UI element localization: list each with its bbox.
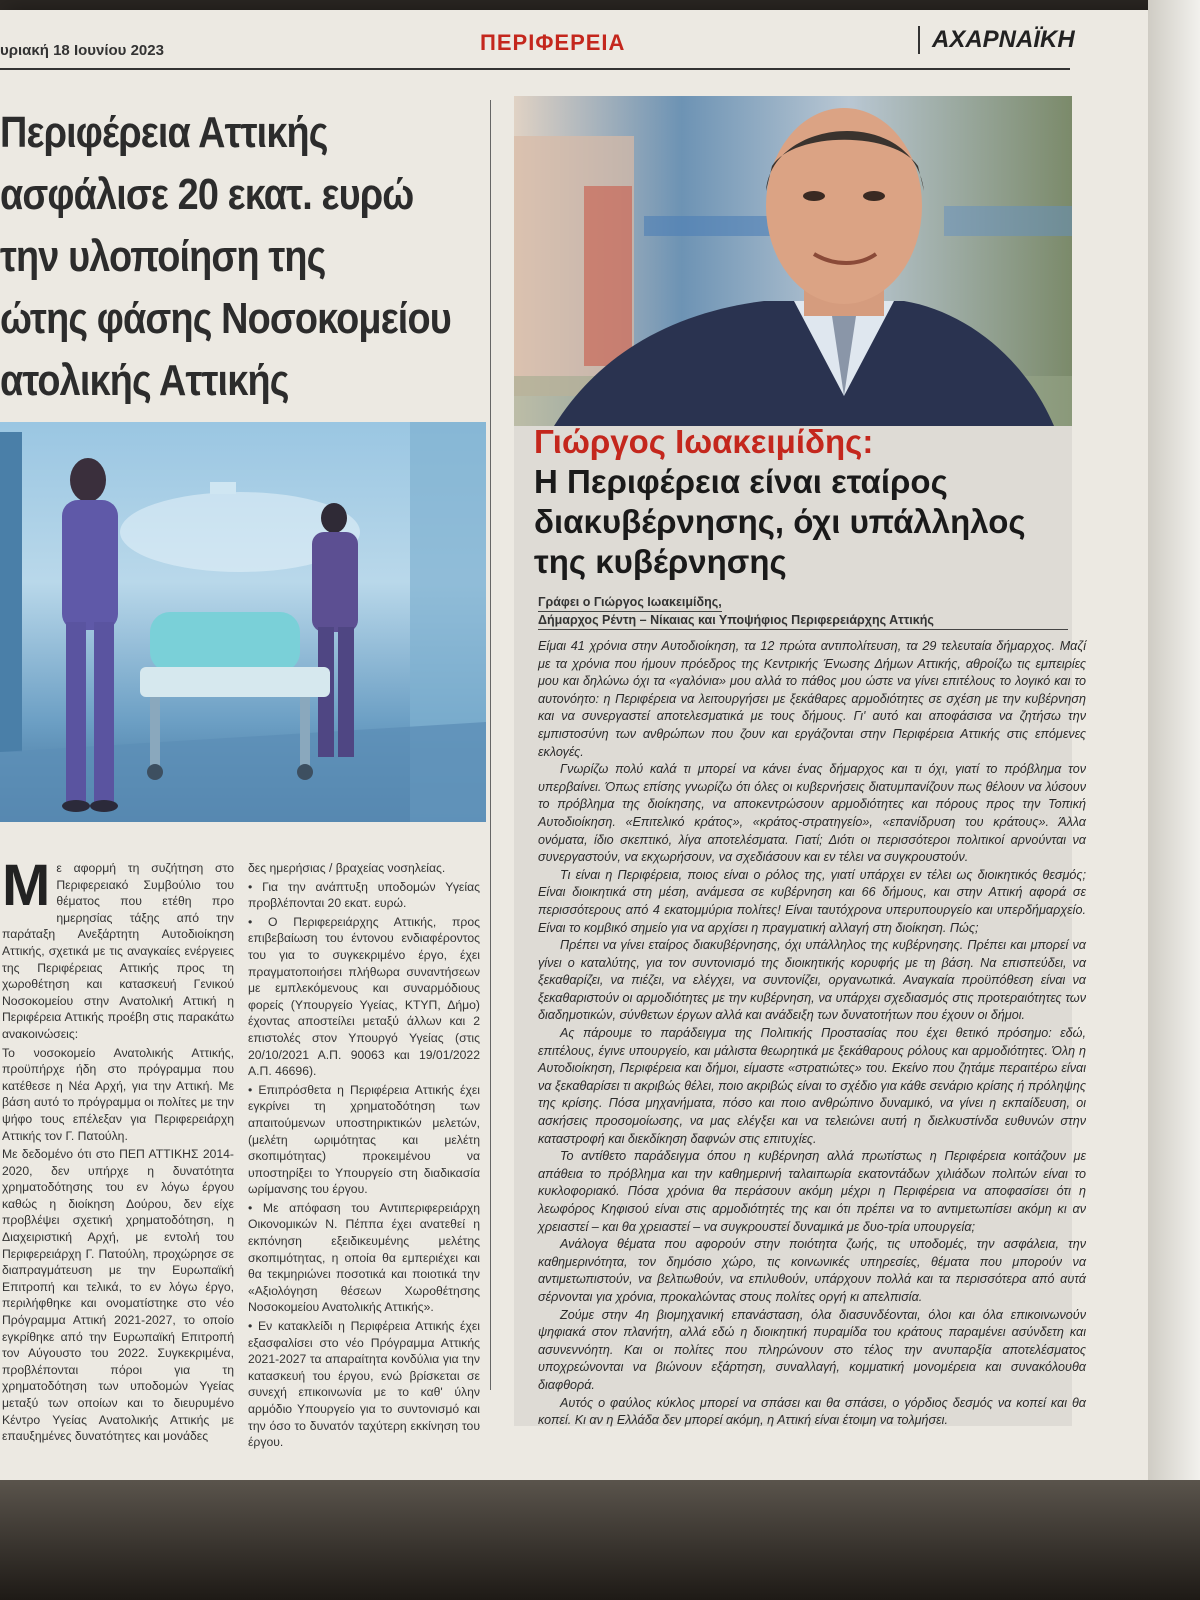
byline (538, 594, 1068, 630)
opinion-headline (534, 422, 1064, 582)
paragraph: Με δεδομένο ότι στο ΠΕΠ ΑΤΤΙΚΗΣ 2014-2020, δεν υπήρχε η δυνατότητα χρηματοδότησης του εν λόγω έργου καθώς η διοίκηση Δούρου, δεν είχε προβλέψει σχετική χρηματοδότηση, η Διαχειριστική Αρχή, με εντολή του Περιφερειάρχη Γ. Πατούλη, προχώρησε σε διαπραγμάτευση με την Ευρωπαϊκή Επιτροπή και τελικά, το εν λόγω έργο, περιλήφθηκε και ονοματίστηκε στο νέο Πρόγραμμα Αττική 2021-2027, το οποίο εγκρίθηκε από την Ευρωπαϊκή Επιτροπή τον Αύγουστο του 2022. Συγκεκριμένα, προβλέπονται πόροι για τη χρηματοδότηση των υποδομών Υγείας μεταξύ των οποίων και το διευρυμένο Κέντρο Υγείας Ανατολικής Αττικής με επαυξημένες δυνατότητες και μονάδες (2, 1147, 234, 1444)
paragraph: Είμαι 41 χρόνια στην Αυτοδιοίκηση, τα 12 πρώτα αντιπολίτευση, τα 29 τελευταία δήμαρχος. Μαζί με τα χρόνια που ήμουν πρόεδρος της Κεντρικής Ένωσης Δήμων Αττικής, αθροίζω τις εμπειρίες μου και δηλώνω όχι τα «γαλόνια» μου αλλά το πάθος μου ώστε να γίνει επιτέλους το λογικό και το αυτονόητο: η Περιφέρεια να λειτουργήσει με ξεκάθαρες αρμοδιότητες σε σχέση με την κυβέρνηση και να συνεργαστεί αποτελεσματικά με τους δήμους. Γι' αυτό και αποφάσισα να ζητήσω την εμπιστοσύνη των ανθρώπων που ζουν και εργάζονται στην Περιφέρεια Αττικής στις επόμενες εκλογές. (538, 639, 1086, 759)
paragraph: • Εν κατακλείδι η Περιφέρεια Αττικής έχει εξασφαλίσει στο νέο Πρόγραμμα Αττικής 2021-2027 τα απαραίτητα κονδύλια για την κατασκευή του έργου, ενώ βρίσκεται σε συνεχή επικοινωνία με το καθ' ύλην αρμόδιο Υπουργείο για το συντονισμό και την όσο το δυνατόν ταχύτερη εκκίνηση του έργου. (248, 1319, 480, 1450)
paragraph: Τι είναι η Περιφέρεια, ποιος είναι ο ρόλος της, γιατί υπάρχει εν τέλει ως διοικητικός θεσμός; Είναι διοικητικά στη μέση, ανάμεσα σε κυβέρνηση και 66 δήμους, και στην Αττική αφορά σε περισσότερους από 4 εκατομμύρια πολίτες! Είναι ταυτόχρονα υπερυπουργείο και υπερδήμαρχείο. Είναι το κομβικό σημείο για να αρχίσει η πραγματική αλλαγή στη διοίκηση. Πώς; (538, 867, 1086, 935)
paragraph: Με αφορμή τη συζήτηση στο Περιφερειακό Συμβούλιο του θέματος που ετέθη προ ημερησίας τάξης από την παράταξη Ανεξάρτητη Αυτοδιοίκηση Αττικής, σχετικά με τις αναγκαίες ενέργειες της Περιφέρειας Αττικής προς τη χωροθέτηση και κατασκευή Γενικού Νοσοκομείου στην Ανατολική Αττική η Περιφέρεια Αττικής προέβη στις παρακάτω ανακοινώσεις: (2, 853, 234, 1041)
paragraph: • Επιπρόσθετα η Περιφέρεια Αττικής έχει εγκρίνει τη χρηματοδότηση των απαιτούμενων υποστηρικτικών μελετών, (μελέτη ωριμότητας και μελέτη σκοπιμότητας) προκειμένου να υποστηρίξει το Υπουργείο στη διαδικασία ωρίμανσης του έργου. (248, 1082, 480, 1197)
left-headline-line: ασφάλισε 20 εκατ. ευρώ (0, 170, 414, 219)
paragraph: Ας πάρουμε το παράδειγμα της Πολιτικής Προστασίας που έχει θετικό πρόσημο: εδώ, επιτέλους, έγινε υπουργείο, και μάλιστα θεωρητικά με ξεκάθαρους ρόλους και αρμοδιότητες. Όλη η Αυτοδιοίκηση, Περιφέρεια και δήμοι, είμαστε «στρατιώτες» του. Εκείνο που ζητάμε περαιτέρω είναι να ξεκαθαρίσει τι ακριβώς θέλει, ποιο ακριβώς είναι το σχέδιο για κάθε σενάριο κρίσης ή πρόληψης της κρίσης. Πόσα μηχανήματα, πόσο και ποιο ανθρώπινο δυναμικό, να γίνει η εκπαίδευση, οι ασκήσεις προσομοίωσης, να μας ελέγξει και να τελειώνει αυτή η διελκυστίνδα ευθυνών στην καταστροφή και διεκδίκηση δαφνών στις επιτυχίες. (538, 1026, 1086, 1146)
headline-line: διακυβέρνησης, όχι υπάλληλος (534, 503, 1026, 540)
table-surface (0, 1480, 1200, 1600)
paragraph: • Με απόφαση του Αντιπεριφερειάρχη Οικονομικών Ν. Πέππα έχει ανατεθεί η εκπόνηση εξειδικευμένης μελέτης σκοπιμότητας, η οποία θα εμπεριέχει και θα τεκμηριώνει ποσοτικά και ποιοτικά την «Αξιολόγηση θέσεων Χωροθέτησης Νοσοκομείου Ανατολικής Αττικής». (248, 1200, 480, 1315)
headline-line: της κυβέρνησης (534, 543, 787, 580)
opinion-article-body (538, 638, 1086, 1430)
paragraph: Το αντίθετο παράδειγμα όπου η κυβέρνηση αλλά πρωτίστως η Περιφέρεια κοιτάζουν με απάθεια το πρόβλημα και την καθημερινή ταλαιπωρία εκατοντάδων χιλιάδων πολιτών είναι το κυκλοφοριακό. Πόσα χρόνια θα περάσουν ακόμη μέχρι η Περιφέρεια να αποφασίσει ότι η λεωφόρος Κηφισού είναι στις αρμοδιότητές της και ότι πρέπει να το αντιμετωπίσει ακόμη κι αν χρειαστεί – και θα χρειαστεί – να συγκρουστεί δυναμικά με δυο-τρία υπουργεία; (538, 1149, 1086, 1234)
issue-date: υριακή 18 Ιουνίου 2023 (0, 42, 164, 59)
paragraph: Γνωρίζω πολύ καλά τι μπορεί να κάνει ένας δήμαρχος και τι όχι, γιατί το πρόβλημα τον υπερβαίνει. Όπως επίσης γνωρίζω ότι όλες οι κυβερνήσεις διατυμπανίζουν πως θέλουν να λύσουν το πρόβλημα της διοίκησης, να αποκεντρώσουν αρμοδιότητες και πόρους προς την Τοπική Αυτοδιοίκηση. «Επιτελικό κράτος», «κράτος-στρατηγείο», «επανίδρυση του κράτους». Άλλα ονόματα, ίδιο σκεπτικό, λίγα αποτελέσματα. Γιατί; Διότι οι περισσότεροι πολιτικοί αρνούνται να συνεργαστούν, να εκχωρήσουν, να σχεδιάσουν και εν τέλει να συγκρουστούν. (538, 762, 1086, 865)
left-headline-line: ώτης φάσης Νοσοκομείου (0, 294, 451, 343)
portrait-illustration (514, 96, 1072, 426)
left-article-column-2 (248, 860, 480, 1453)
paragraph: Ζούμε στην 4η βιομηχανική επανάσταση, όλα διασυνδέονται, όλοι και όλα επικοινωνούν ψηφιακά στον πλανήτη, αλλά εδώ η διοικητική πυραμίδα του κράτους παραμένει ασύνδετη και ασυνεννόητη. Και οι πολίτες που πληρώνουν στο τέλος την ανυπαρξία αποτελέσματος υποχρεώνονται να βιώνουν εξάρτηση, συναλλαγή, κομματική μονομέρεια και συνακόλουθα διαφθορά. (538, 1307, 1086, 1392)
headline-line: Η Περιφέρεια είναι εταίρος (534, 463, 948, 500)
paragraph: Πρέπει να γίνει εταίρος διακυβέρνησης, όχι υπάλληλος της κυβέρνησης. Πρέπει και μπορεί να γίνει ο καταλύτης, για τον συντονισμό της διοικητικής κορυφής με τη βάση. Να επισπεύδει, να ξεκαθαρίζει, να πιέζει, να ελέγχει, να συντονίζει, οργανωτικά. Αναγκαία προϋπόθεση είναι να ξεκαθαριστούν οι αρμοδιότητες με την κυβέρνηση, να υπάρχει σχεδιασμός στις προτεραιότητες των διαδημοτικών, σύνθετων έργων αλλά και ανάδειξη των δυνατοτήτων που έχουν οι δήμοι. (538, 938, 1086, 1023)
left-headline-line: την υλοποίηση της (0, 232, 326, 281)
paragraph: • Για την ανάπτυξη υποδομών Υγείας προβλέπονται 20 εκατ. ευρώ. (248, 879, 480, 911)
paragraph: Το νοσοκομείο Ανατολικής Αττικής, προϋπήρχε ήδη στο πρόγραμμα που κατέθεσε η Νέα Αρχή, για την Αττική. Με βάση αυτό το πρόγραμμα οι πολίτες με την ψήφο τους επέλεξαν για Περιφερειάρχη Αττικής τον Γ. Πατούλη. (2, 1045, 234, 1143)
hospital-illustration (0, 422, 486, 822)
drop-cap: Μ (2, 853, 51, 918)
column-divider (490, 100, 491, 1390)
newspaper-name: ΑΧΑΡΝΑΪΚΗ (918, 26, 1075, 54)
hospital-corridor-photo (0, 422, 486, 822)
author-name-heading: Γιώργος Ιωακειμίδης: (534, 423, 874, 460)
byline-author: Γράφει ο Γιώργος Ιωακειμίδης, (538, 594, 722, 612)
page-edge (1148, 0, 1200, 1600)
left-headline (0, 102, 480, 412)
paragraph: δες ημερήσιας / βραχείας νοσηλείας. (248, 861, 446, 875)
paragraph: Ανάλογα θέματα που αφορούν στην ποιότητα ζωής, τις υποδομές, την ασφάλεια, την καθημερινότητα, τον δημόσιο χώρο, τις κοινωνικές υπηρεσίες, θέματα που μπορούν να αντιμετωπιστούν, να βελτιωθούν, να επιλυθούν, υπάρχουν πολλά και τα περισσότερα από αυτά σέρνονται για χρόνια, προκαλώντας στους πολίτες οργή κι απελπισία. (538, 1237, 1086, 1304)
newspaper-page (0, 10, 1150, 1480)
byline-role: Δήμαρχος Ρέντη – Νίκαιας και Υποψήφιος Περιφερειάρχης Αττικής (538, 613, 934, 627)
section-title: ΠΕΡΙΦΕΡΕΙΑ (480, 30, 626, 55)
left-article-column-1 (2, 853, 234, 1447)
paragraph: • Ο Περιφερειάρχης Αττικής, προς επιβεβαίωση του έντονου ενδιαφέροντος του για το συγκεκριμένο έργο, έχει πραγματοποιήσει πλήθωρα συναντήσεων με εμπλεκόμενους και συναρμόδιους φορείς (Υπουργείο Υγείας, ΚΤΥΠ, Δήμο) έχοντας αποστείλει μεταξύ άλλων και 2 επιστολές στον Υπουργό Υγείας (στις 20/10/2021 Α.Π. 90063 και 19/01/2022 Α.Π. 46696). (248, 914, 480, 1079)
left-headline-line: Περιφέρεια Αττικής (0, 108, 328, 157)
paragraph: Αυτός ο φαύλος κύκλος μπορεί να σπάσει και θα σπάσει, ο γόρδιος δεσμός να κοπεί και θα κοπεί. Κι αν η Ελλάδα δεν μπορεί ακόμη, η Αττική είναι έτοιμη να τολμήσει. (538, 1395, 1086, 1428)
author-portrait-photo (514, 96, 1072, 426)
left-headline-line: ατολικής Αττικής (0, 356, 289, 405)
